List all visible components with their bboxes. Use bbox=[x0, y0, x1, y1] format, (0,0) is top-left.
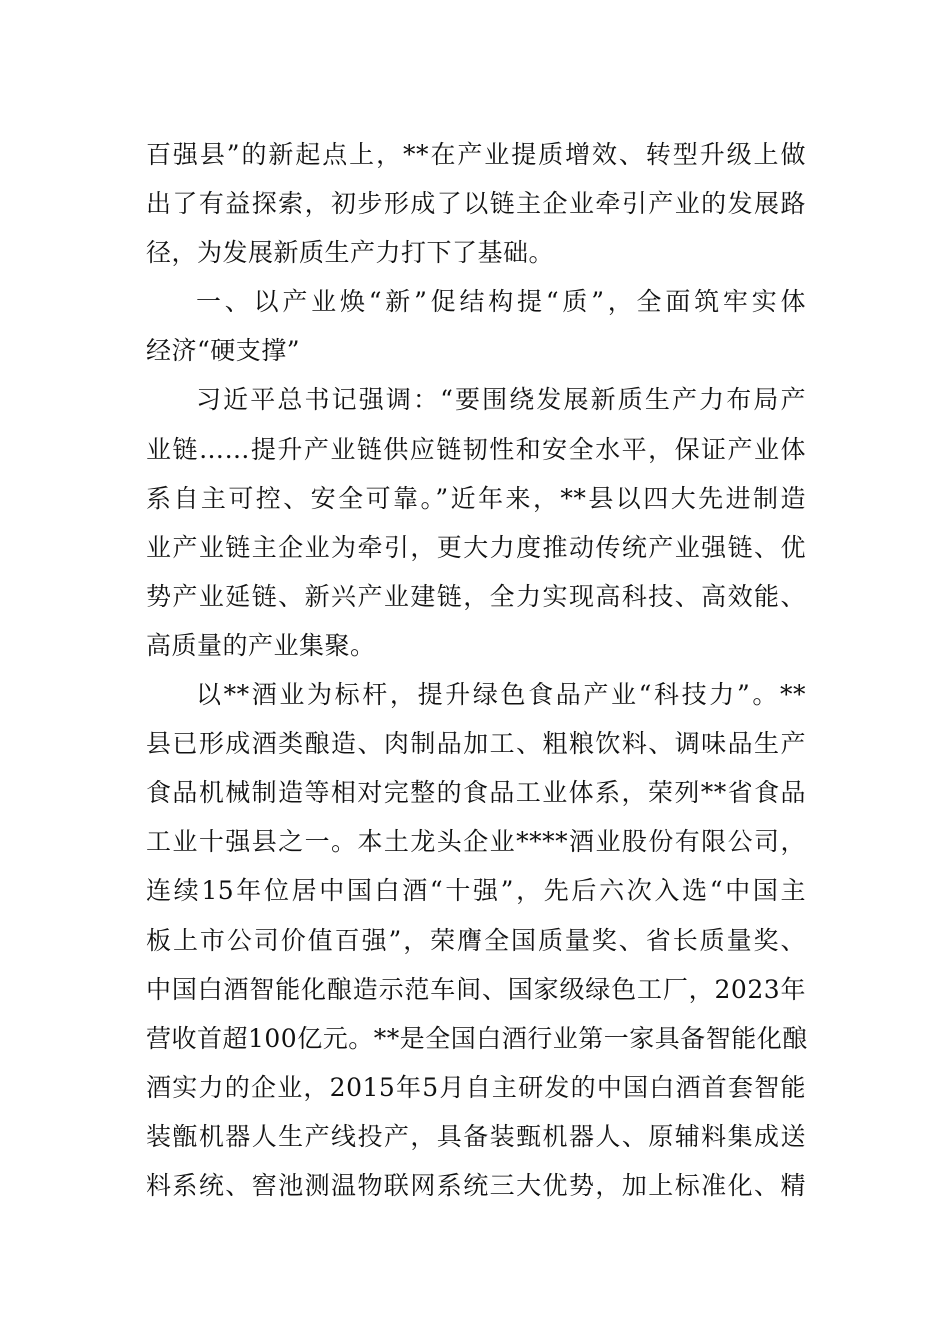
text-line: 连续15年位居中国白酒“十强”，先后六次入选“中国主 bbox=[146, 876, 806, 906]
text-line: 工业十强县之一。本土龙头企业****酒业股份有限公司， bbox=[146, 827, 806, 857]
text-line: 以**酒业为标杆，提升绿色食品产业“科技力”。** bbox=[196, 680, 806, 710]
text-line: 势产业延链、新兴产业建链，全力实现高科技、高效能、 bbox=[146, 581, 806, 611]
text-line: 业链……提升产业链供应链韧性和安全水平，保证产业体 bbox=[146, 434, 806, 464]
text-line: 习近平总书记强调：“要围绕发展新质生产力布局产 bbox=[196, 385, 806, 415]
text-line: 高质量的产业集聚。 bbox=[146, 630, 376, 660]
section-heading-line: 一、以产业焕“新”促结构提“质”，全面筑牢实体 bbox=[196, 287, 806, 317]
text-line: 系自主可控、安全可靠。”近年来，**县以四大先进制造 bbox=[146, 483, 806, 513]
text-line: 装甑机器人生产线投产，具备装甄机器人、原辅料集成送 bbox=[146, 1121, 806, 1151]
text-line: 板上市公司价值百强”，荣膺全国质量奖、省长质量奖、 bbox=[146, 925, 806, 955]
text-line: 百强县”的新起点上，**在产业提质增效、转型升级上做 bbox=[146, 140, 806, 169]
text-line: 径，为发展新质生产力打下了基础。 bbox=[146, 238, 555, 268]
body-text bbox=[146, 130, 806, 1210]
text-line: 酒实力的企业，2015年5月自主研发的中国白酒首套智能 bbox=[146, 1072, 806, 1102]
text-line: 营收首超100亿元。**是全国白酒行业第一家具备智能化酿 bbox=[146, 1023, 808, 1053]
text-line: 县已形成酒类酿造、肉制品加工、粗粮饮料、调味品生产 bbox=[146, 729, 806, 759]
text-line: 出了有益探索，初步形成了以链主企业牵引产业的发展路 bbox=[146, 189, 806, 219]
section-heading-line: 经济“硬支撑” bbox=[146, 336, 301, 366]
text-line: 中国白酒智能化酿造示范车间、国家级绿色工厂，2023年 bbox=[146, 974, 806, 1004]
text-line: 食品机械制造等相对完整的食品工业体系，荣列**省食品 bbox=[146, 778, 806, 808]
text-line: 料系统、窖池测温物联网系统三大优势，加上标准化、精 bbox=[146, 1170, 806, 1200]
text-line: 业产业链主企业为牵引，更大力度推动传统产业强链、优 bbox=[146, 532, 806, 562]
